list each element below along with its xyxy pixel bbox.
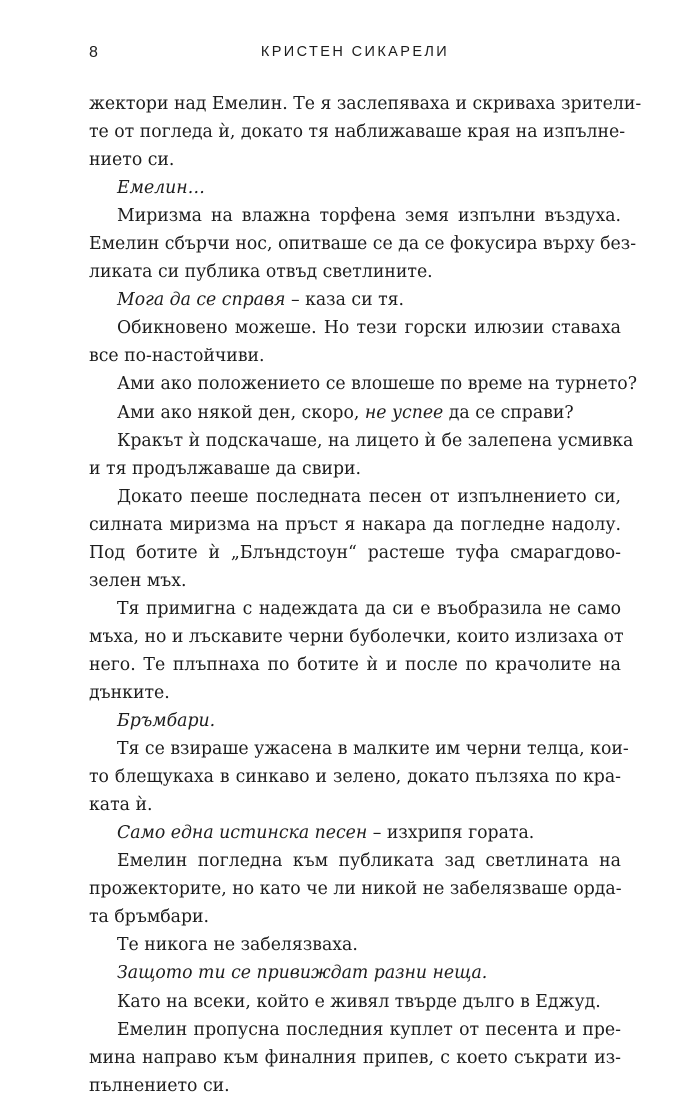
text-line: мъха, но и лъскавите черни буболечки, които излизаха от [89, 626, 624, 647]
page-number: 8 [89, 44, 98, 61]
page-header [89, 44, 621, 68]
text-line: Те никога не забелязваха. [117, 935, 358, 956]
running-head: КРИСТЕН СИКАРЕЛИ [260, 44, 450, 60]
text-line: жектори над Емелин. Те я заслепяваха и скриваха зрители- [89, 94, 642, 114]
text-line: Обикновено можеше. Но тези горски илюзии ставаха [117, 318, 621, 339]
text-line: Докато пееше последната песен от изпълнението си, [117, 486, 621, 507]
text-line [89, 399, 621, 427]
text-line: Емелин сбърчи нос, опитваше се да се фокусира върху без- [89, 234, 637, 255]
text-line: Кракът ѝ подскачаше, на лицето ѝ бе залепена усмивка [117, 430, 634, 451]
text-line: Емелин пропусна последния куплет от песента и пре- [117, 1019, 621, 1040]
text-line: все по-настойчиви. [89, 346, 265, 367]
italic-phrase: Мога да се справя [117, 290, 286, 311]
text-line: и тя продължаваше да свири. [89, 458, 362, 479]
text-line: ликата си публика отвъд светлините. [89, 262, 433, 283]
text-line: Емелин… [117, 178, 205, 199]
text-line: Ами ако положението се влошеше по време на турнето? [117, 374, 637, 395]
text-line [89, 286, 621, 314]
text-run: – изхрипя гората. [367, 823, 535, 844]
body-text [89, 90, 642, 1100]
text-line: зелен мъх. [89, 570, 187, 591]
italic-phrase: не успее [364, 402, 444, 423]
text-line: силната миризма на пръст я накара да погледне надолу. [89, 514, 621, 535]
text-line: Тя се взираше ужасена в малките им черни телца, кои- [117, 739, 629, 760]
text-line: прожекторите, но като че ли никой не забелязваше орда- [89, 879, 622, 900]
text-line: Емелин погледна към публиката зад светлината на [117, 851, 621, 872]
text-line: Миризма на влажна торфена земя изпълни въздуха. [117, 206, 621, 227]
text-line [89, 819, 621, 847]
text-line: Под ботите ѝ „Блъндстоун“ растеше туфа смарагдово- [89, 542, 621, 563]
italic-phrase: Само една истинска песен [117, 823, 368, 844]
text-line: Защото ти се привиждат разни неща. [117, 963, 488, 984]
text-line: нието си. [89, 150, 175, 171]
text-line: Като на всеки, който е живял твърде дълго в Еджуд. [117, 991, 601, 1012]
text-run: да се справи? [443, 402, 574, 423]
text-line: те от погледа ѝ, докато тя наближаваше края на изпълне- [89, 122, 626, 143]
text-run: Ами ако някой ден, скоро, [117, 402, 365, 423]
text-line: Бръмбари. [117, 711, 216, 732]
text-line: него. Те плъпнаха по ботите ѝ и после по крачолите на [89, 654, 621, 675]
text-run: – каза си тя. [285, 290, 405, 311]
text-line: дънките. [89, 682, 170, 703]
text-line: та бръмбари. [89, 907, 210, 928]
text-line: пълнението си. [89, 1075, 230, 1096]
text-line: ката ѝ. [89, 795, 153, 816]
text-line: то блещукаха в синкаво и зелено, докато пълзяха по кра- [89, 767, 621, 788]
text-line: Тя примигна с надеждата да си е въобразила не само [117, 598, 621, 619]
text-line: мина направо към финалния припев, с което съкрати из- [89, 1047, 621, 1068]
